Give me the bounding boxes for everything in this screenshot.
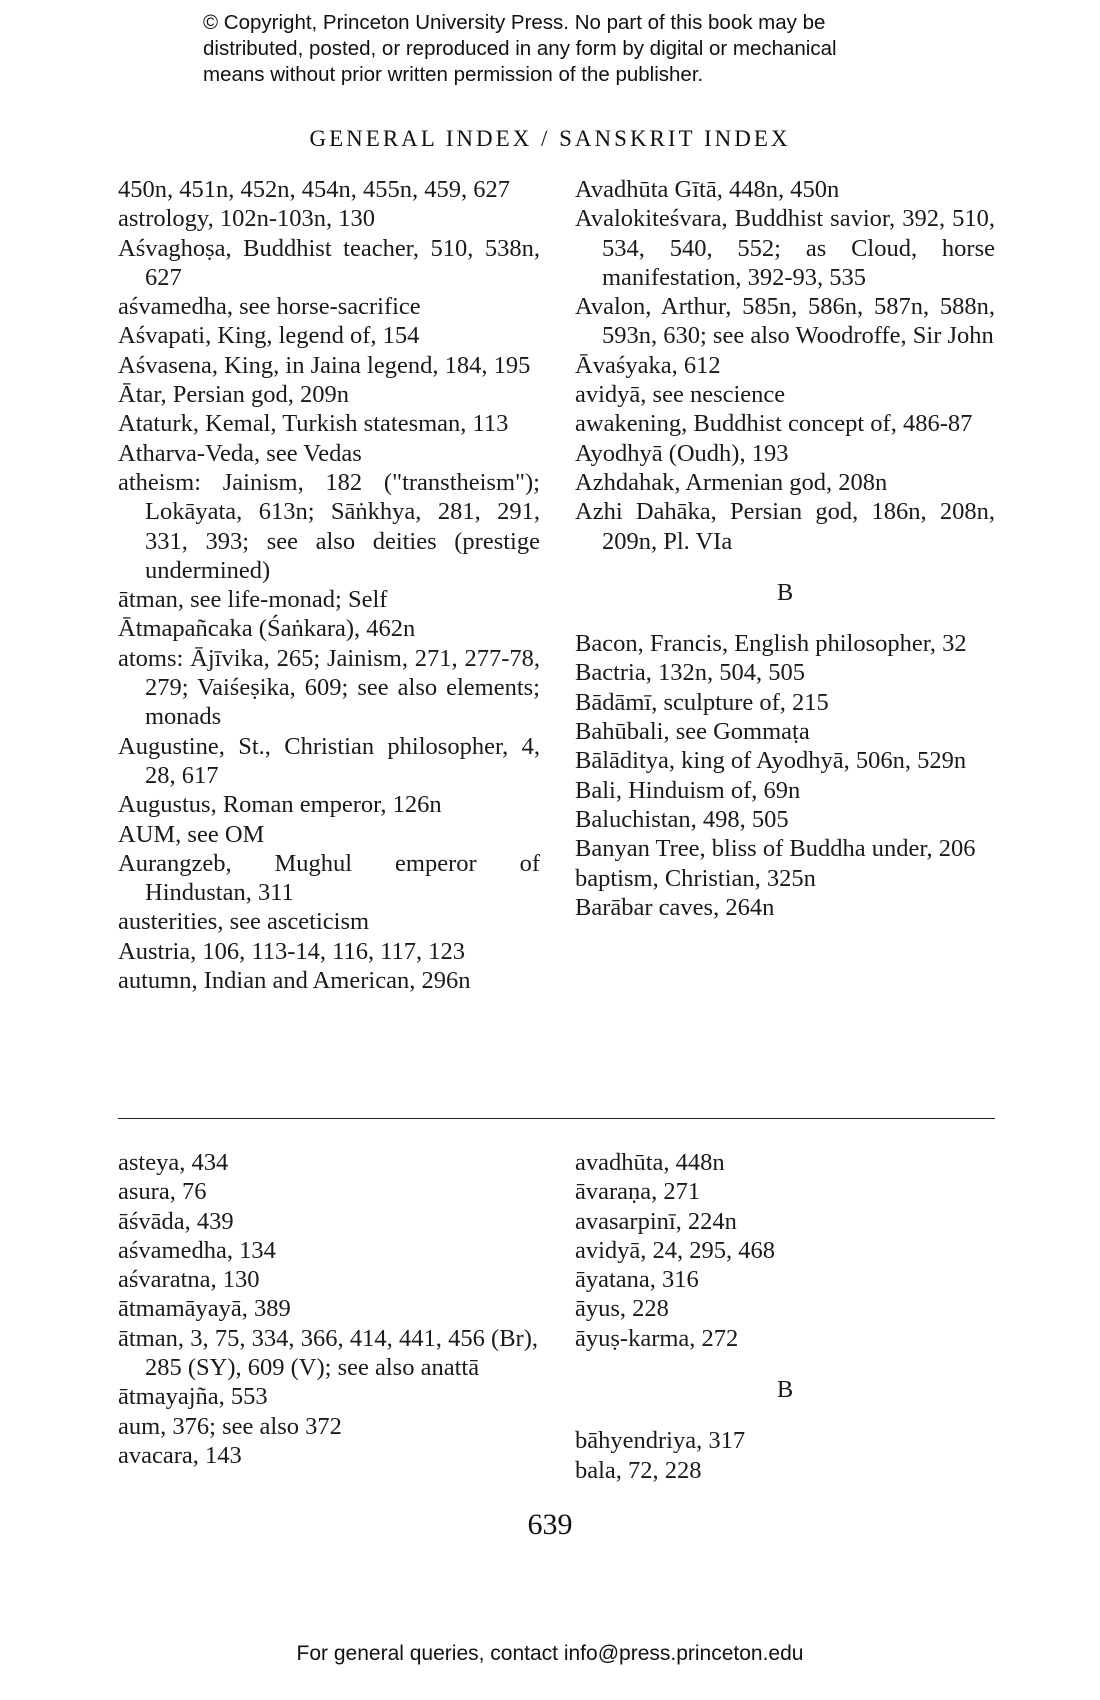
footer-contact: For general queries, contact info@press.princeton.edu bbox=[296, 1642, 804, 1665]
index-entry: āyuṣ-karma, 272 bbox=[575, 1324, 739, 1352]
index-entry: Ataturk, Kemal, Turkish statesman, 113 bbox=[118, 410, 509, 438]
sanskrit-index-b-entries bbox=[575, 1426, 995, 1485]
index-entry: Ayodhyā (Oudh), 193 bbox=[575, 439, 789, 467]
index-entry: avasarpinī, 224n bbox=[575, 1207, 737, 1235]
index-entry: Bādāmī, sculpture of, 215 bbox=[575, 688, 829, 716]
index-entry: Barābar caves, 264n bbox=[575, 893, 775, 921]
index-entry: Augustus, Roman emperor, 126n bbox=[118, 791, 442, 819]
general-index-left-column bbox=[118, 175, 540, 995]
index-entry: aśvaratna, 130 bbox=[118, 1266, 260, 1294]
index-entry: 450n, 451n, 452n, 454n, 455n, 459, 627 bbox=[118, 176, 510, 203]
index-entry: Bahūbali, see Gommaṭa bbox=[575, 718, 810, 746]
sanskrit-index-a-entries bbox=[575, 1148, 995, 1353]
index-entry: austerities, see asceticism bbox=[118, 908, 370, 936]
index-entry: Austria, 106, 113-14, 116, 117, 123 bbox=[118, 937, 466, 965]
index-entry: asteya, 434 bbox=[118, 1149, 229, 1176]
copyright-line: © Copyright, Princeton University Press. No part of this book may be bbox=[203, 11, 826, 34]
index-entry: Ātmapañcaka (Śaṅkara), 462n bbox=[118, 615, 416, 643]
page-number: 639 bbox=[527, 1508, 573, 1541]
page-title: GENERAL INDEX / SANSKRIT INDEX bbox=[309, 126, 791, 151]
index-entry: ātman, 3, 75, 334, 366, 414, 441, 456 (Br), 285 (SY), 609 (V); see also anattā bbox=[118, 1324, 538, 1382]
index-entry: bala, 72, 228 bbox=[575, 1456, 702, 1484]
general-index-right-column bbox=[575, 175, 995, 922]
index-entry: autumn, Indian and American, 296n bbox=[118, 967, 471, 995]
index-entry: Augustine, St., Christian philosopher, 4, 28, 617 bbox=[118, 732, 540, 789]
section-heading-b: B bbox=[776, 578, 794, 606]
copyright-line: means without prior written permission of the publisher. bbox=[203, 63, 704, 86]
index-entry: ātmamāyayā, 389 bbox=[118, 1295, 291, 1323]
section-heading-b: B bbox=[776, 1376, 794, 1404]
index-entry: Avalokiteśvara, Buddhist savior, 392, 510, 534, 540, 552; as Cloud, horse manifestation, 392-93, 535 bbox=[575, 205, 995, 291]
index-entry: baptism, Christian, 325n bbox=[575, 864, 816, 892]
index-entry: Aśvapati, King, legend of, 154 bbox=[118, 322, 420, 350]
index-entry: atheism: Jainism, 182 ("transtheism"); Lokāyata, 613n; Sāṅkhya, 281, 291, 331, 393; see also deities (prestige undermined) bbox=[118, 468, 540, 584]
index-entry: Aśvaghoṣa, Buddhist teacher, 510, 538n, 627 bbox=[118, 234, 540, 291]
index-entry: Banyan Tree, bliss of Buddha under, 206 bbox=[575, 835, 976, 863]
copyright-notice bbox=[203, 10, 923, 88]
index-entry: ātman, see life-monad; Self bbox=[118, 586, 388, 614]
index-entry: avadhūta, 448n bbox=[575, 1149, 725, 1176]
index-entry: aum, 376; see also 372 bbox=[118, 1412, 342, 1440]
index-entry: āvaraṇa, 271 bbox=[575, 1178, 701, 1206]
index-entry: astrology, 102n-103n, 130 bbox=[118, 205, 375, 233]
index-entry: awakening, Buddhist concept of, 486-87 bbox=[575, 410, 973, 438]
index-entry: Atharva-Veda, see Vedas bbox=[118, 439, 362, 467]
index-entry: Bacon, Francis, English philosopher, 32 bbox=[575, 630, 967, 658]
index-entry: avacara, 143 bbox=[118, 1441, 242, 1469]
index-entry: Bactria, 132n, 504, 505 bbox=[575, 659, 805, 687]
index-entry: bāhyendriya, 317 bbox=[575, 1427, 746, 1455]
index-entry: Avadhūta Gītā, 448n, 450n bbox=[575, 176, 840, 203]
index-entry: āśvāda, 439 bbox=[118, 1207, 234, 1235]
index-entry: aśvamedha, 134 bbox=[118, 1236, 276, 1264]
index-entry: avidyā, see nescience bbox=[575, 381, 786, 409]
index-entry: avidyā, 24, 295, 468 bbox=[575, 1236, 776, 1264]
index-entry: Baluchistan, 498, 505 bbox=[575, 805, 789, 833]
index-entry: aśvamedha, see horse-sacrifice bbox=[118, 293, 421, 321]
sanskrit-index-right-column bbox=[575, 1148, 995, 1485]
index-entry: āyatana, 316 bbox=[575, 1266, 699, 1294]
index-entry: AUM, see OM bbox=[118, 820, 265, 848]
index-entry: Azhdahak, Armenian god, 208n bbox=[575, 468, 888, 496]
sanskrit-index-left-column bbox=[118, 1148, 538, 1470]
index-entry: Azhi Dahāka, Persian god, 186n, 208n, 209n, Pl. VIa bbox=[575, 498, 995, 555]
index-entry: Aurangzeb, Mughul emperor of Hindustan, 311 bbox=[118, 849, 540, 907]
general-index-a-entries bbox=[575, 175, 995, 556]
index-entry: asura, 76 bbox=[118, 1178, 207, 1206]
index-entry: Aśvasena, King, in Jaina legend, 184, 195 bbox=[118, 351, 531, 379]
index-entry: āyus, 228 bbox=[575, 1295, 669, 1323]
general-index-b-entries bbox=[575, 629, 995, 922]
index-entry: Bālāditya, king of Ayodhyā, 506n, 529n bbox=[575, 747, 967, 775]
index-entry: atoms: Ājīvika, 265; Jainism, 271, 277-78, 279; Vaiśeṣika, 609; see also elements; monads bbox=[118, 644, 540, 731]
index-entry: Ātar, Persian god, 209n bbox=[118, 381, 350, 409]
index-entry: ātmayajña, 553 bbox=[118, 1383, 268, 1411]
copyright-line: distributed, posted, or reproduced in any form by digital or mechanical bbox=[203, 37, 837, 60]
index-entry: Bali, Hinduism of, 69n bbox=[575, 776, 801, 804]
index-entry: Avalon, Arthur, 585n, 586n, 587n, 588n, 593n, 630; see also Woodroffe, Sir John bbox=[575, 293, 995, 350]
index-entry: Āvaśyaka, 612 bbox=[575, 351, 721, 379]
section-divider bbox=[118, 1118, 995, 1119]
